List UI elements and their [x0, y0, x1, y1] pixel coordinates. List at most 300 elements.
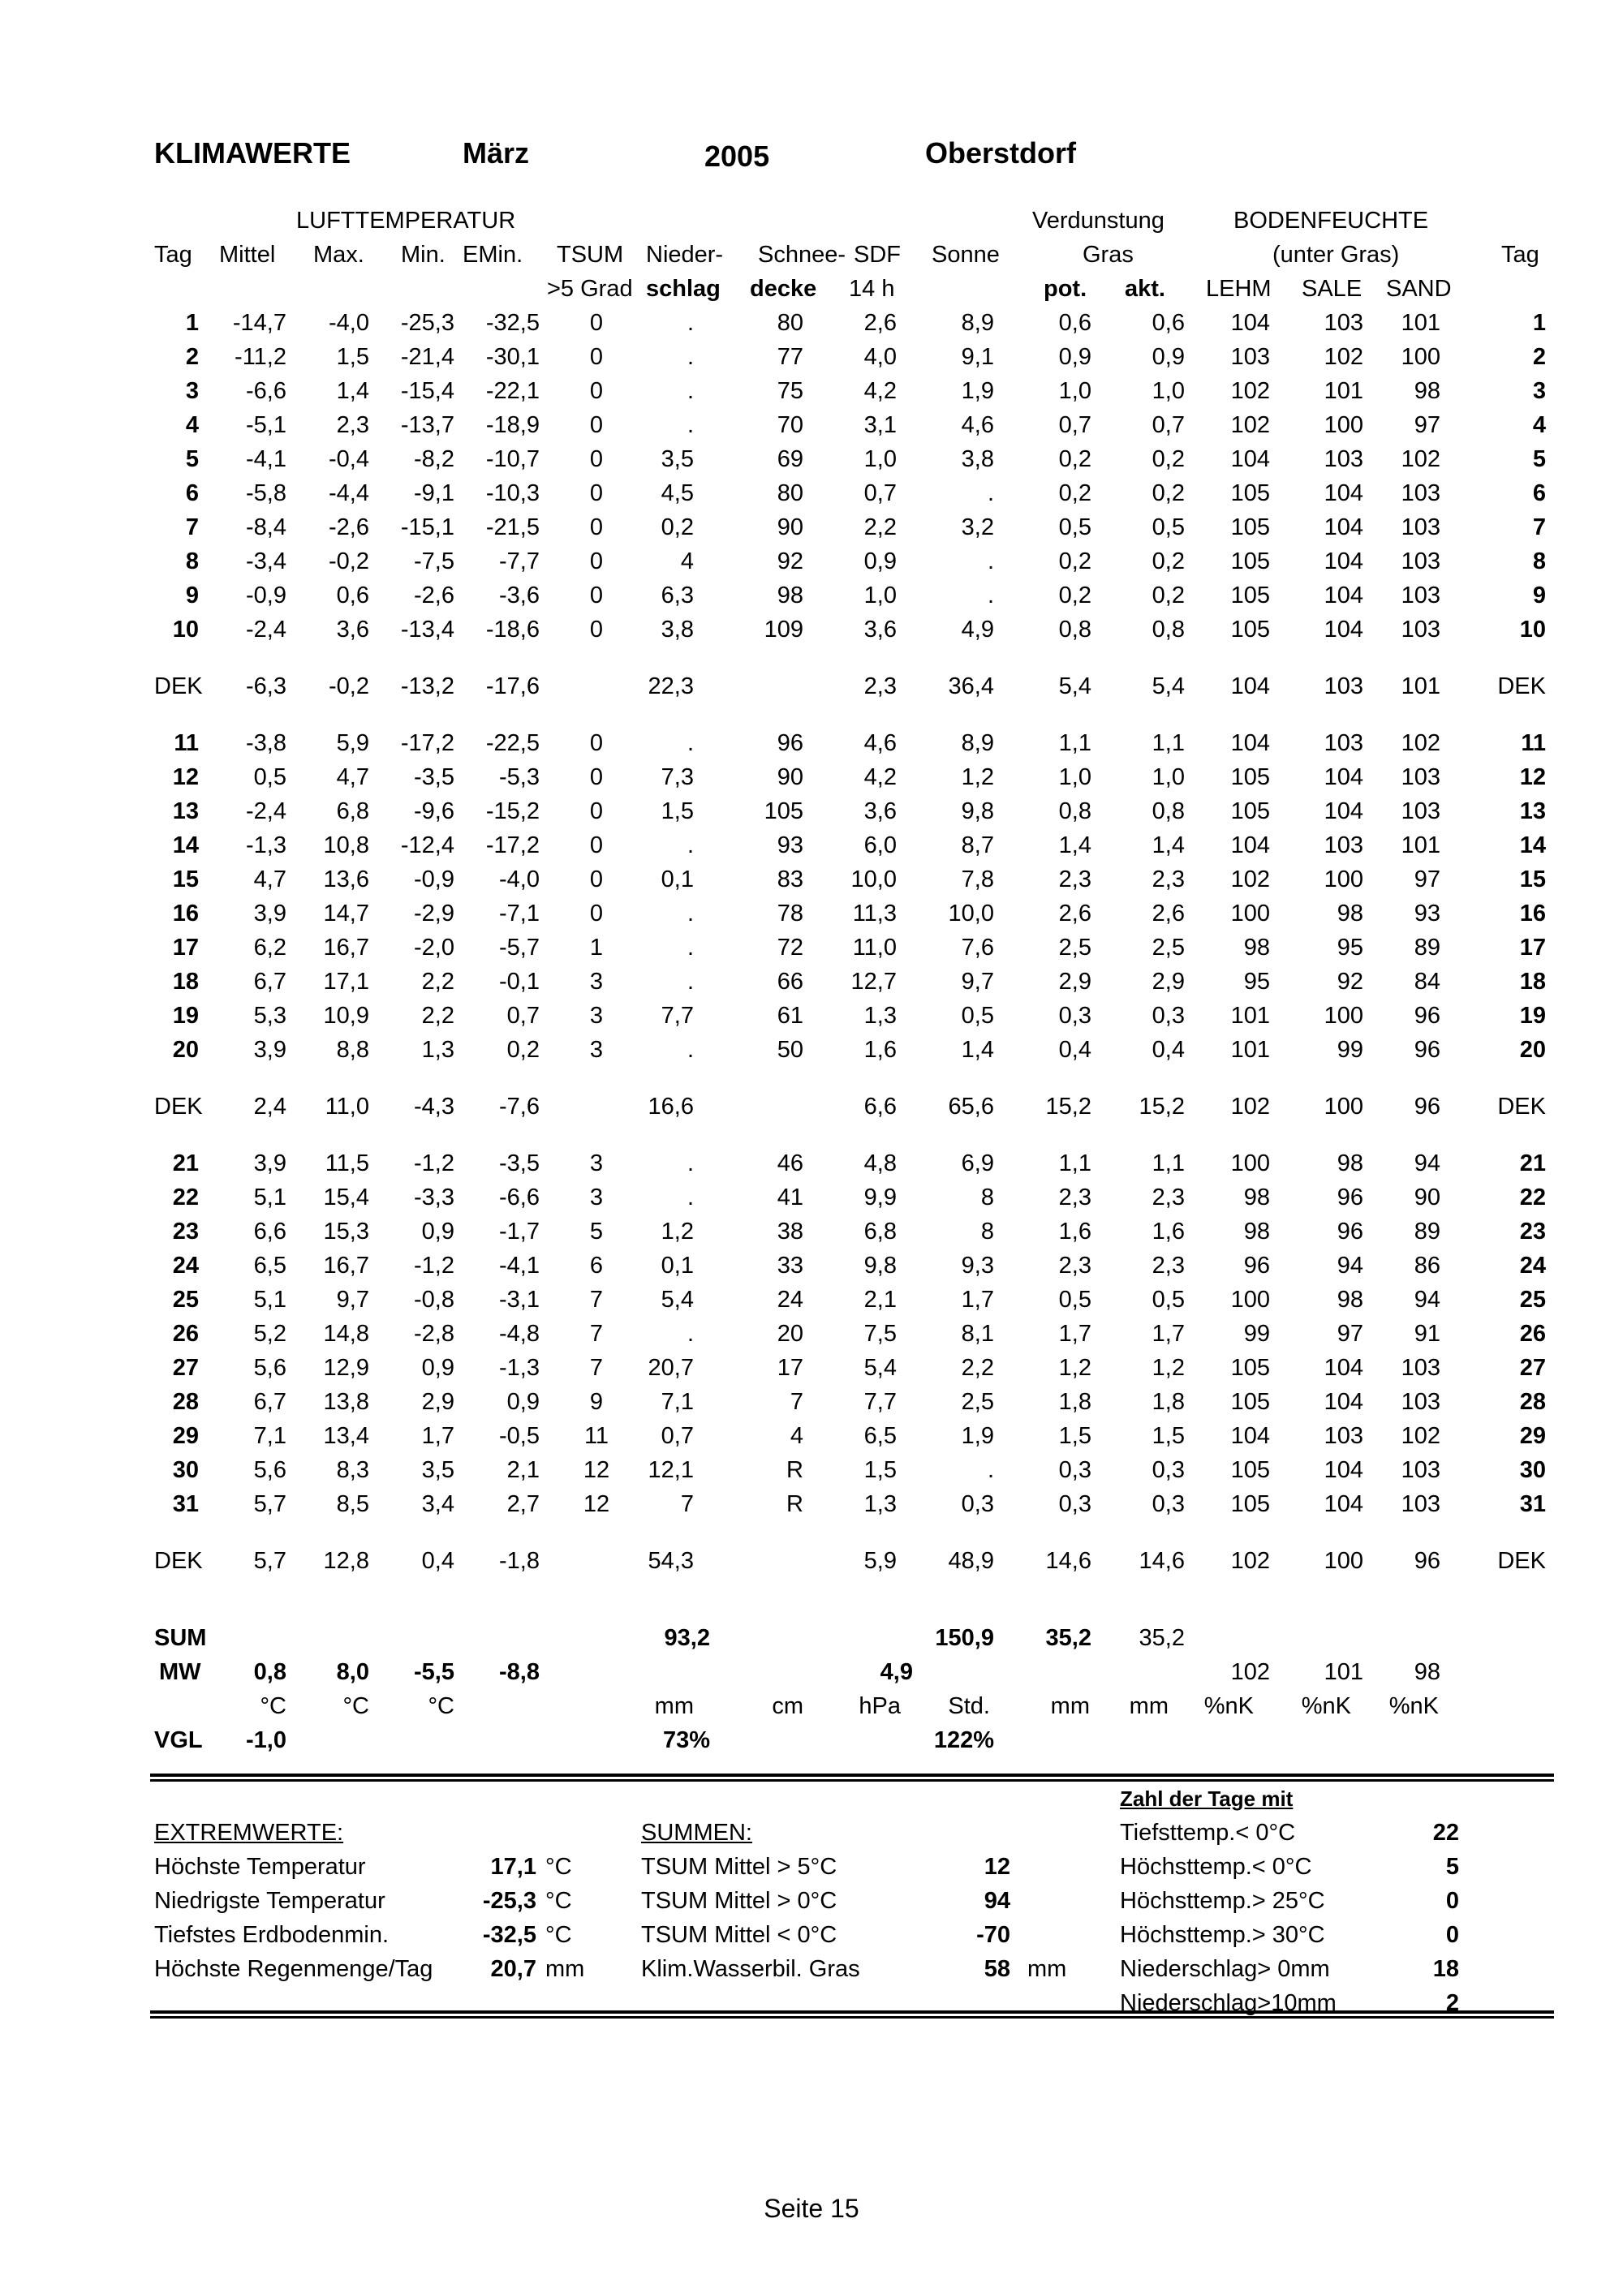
cell-tsum: 7: [589, 1321, 604, 1347]
cell-max: 8,8: [336, 1037, 369, 1063]
cell-sand: 97: [1414, 866, 1440, 892]
header-tsum: TSUM: [557, 242, 624, 268]
cell-akt: 1,8: [1152, 1389, 1185, 1415]
cell-tag: 29: [172, 1423, 199, 1449]
cell-emin: -7,1: [499, 901, 540, 927]
dekade-summary-row: [0, 669, 1623, 703]
days-value: 2: [1445, 1990, 1459, 2016]
report-year: 2005: [704, 140, 770, 173]
header-tag: Tag: [154, 242, 192, 268]
cell-sale: 97: [1337, 1321, 1363, 1347]
cell-sdf: 4,0: [863, 344, 897, 370]
cell-sale: 104: [1324, 1389, 1363, 1415]
cell-emin: -5,7: [499, 935, 540, 961]
cell-sonne: 1,4: [961, 1037, 994, 1063]
cell-tag: 4: [185, 412, 199, 438]
cell-sale: 104: [1324, 1457, 1363, 1483]
cell-nieder: 7,7: [661, 1003, 694, 1029]
cell-tag: 23: [172, 1219, 199, 1245]
cell-max: 17,1: [323, 969, 369, 995]
cell-pot: 0,3: [1058, 1457, 1091, 1483]
cell-pot: 1,4: [1058, 832, 1091, 858]
cell-tag-right: 3: [1532, 378, 1546, 404]
cell-schnee: 105: [764, 798, 803, 824]
cell-emin: -10,7: [485, 446, 540, 472]
cell-tsum: 12: [583, 1491, 610, 1517]
days-label: Niederschlag> 0mm: [1120, 1956, 1330, 1982]
cell-tag-right: 8: [1532, 548, 1546, 574]
cell-emin: -17,2: [485, 832, 540, 858]
table-row: [0, 1249, 1623, 1283]
cell-sale: 104: [1324, 480, 1363, 506]
mw-lehm: 102: [1230, 1659, 1270, 1685]
cell-emin: -10,3: [485, 480, 540, 506]
cell-max: 8,3: [336, 1457, 369, 1483]
cell-tag-right: 7: [1532, 514, 1546, 540]
cell-min: -4,3: [414, 1094, 454, 1120]
cell-tag: 2: [185, 344, 199, 370]
cell-max: 16,7: [323, 1253, 369, 1279]
table-row: [0, 896, 1623, 931]
cell-max: -0,4: [329, 446, 369, 472]
cell-emin: -7,6: [499, 1094, 540, 1120]
table-row: [0, 374, 1623, 408]
extreme-unit: °C: [545, 1888, 572, 1914]
cell-tag: 20: [172, 1037, 199, 1063]
cell-pot: 0,4: [1058, 1037, 1091, 1063]
days-value: 22: [1432, 1820, 1459, 1846]
header-schlag: schlag: [646, 276, 721, 302]
header-unter-gras: (unter Gras): [1272, 242, 1400, 268]
cell-schnee: 98: [777, 583, 803, 608]
cell-pot: 0,8: [1058, 617, 1091, 643]
days-value: 5: [1445, 1854, 1459, 1880]
cell-schnee: 66: [777, 969, 803, 995]
cell-nieder: 1,5: [661, 798, 694, 824]
header-min: Min.: [401, 242, 446, 268]
cell-akt: 0,2: [1152, 583, 1185, 608]
cell-tsum: 1: [589, 935, 604, 961]
cell-tag-right: 20: [1519, 1037, 1546, 1063]
cell-sale: 100: [1324, 412, 1363, 438]
cell-tag-right: 27: [1519, 1355, 1546, 1381]
extreme-label: Tiefstes Erdbodenmin.: [154, 1922, 390, 1948]
cell-lehm: 98: [1243, 1219, 1270, 1245]
cell-min: 1,7: [421, 1423, 454, 1449]
cell-min: 0,9: [421, 1219, 454, 1245]
cell-min: -15,4: [400, 378, 454, 404]
table-row: [0, 1385, 1623, 1419]
header-line-1: [0, 204, 1623, 238]
cell-mittel: 3,9: [253, 1150, 286, 1176]
mw-max: 8,0: [336, 1659, 369, 1685]
cell-sale: 103: [1324, 832, 1363, 858]
cell-tag-right: 23: [1519, 1219, 1546, 1245]
cell-akt: 0,2: [1152, 446, 1185, 472]
cell-schnee: 4: [790, 1423, 803, 1449]
cell-min: 3,5: [421, 1457, 454, 1483]
cell-schnee: R: [786, 1491, 803, 1517]
table-row: [0, 1146, 1623, 1180]
cell-lehm: 105: [1230, 798, 1270, 824]
days-label: Tiefsttemp.< 0°C: [1120, 1820, 1296, 1846]
table-row: [0, 1180, 1623, 1215]
cell-pot: 0,2: [1058, 480, 1091, 506]
table-row: [0, 442, 1623, 476]
table-row: [0, 794, 1623, 828]
cell-sdf: 1,3: [863, 1491, 897, 1517]
cell-mittel: -6,3: [246, 673, 286, 699]
cell-mittel: 6,5: [253, 1253, 286, 1279]
cell-tag: 6: [185, 480, 199, 506]
table-row: [0, 510, 1623, 544]
cell-tsum: 0: [589, 310, 604, 336]
cell-max: 8,5: [336, 1491, 369, 1517]
cell-sale: 98: [1337, 901, 1363, 927]
cell-tag: 12: [172, 764, 199, 790]
table-row: [0, 1317, 1623, 1351]
cell-sand: 101: [1401, 310, 1440, 336]
extreme-unit: mm: [545, 1956, 585, 1982]
header-max: Max.: [313, 242, 364, 268]
cell-sonne: 7,6: [961, 935, 994, 961]
cell-sonne: 1,2: [961, 764, 994, 790]
header-nieder: Nieder-: [646, 242, 724, 268]
cell-min: -3,3: [414, 1185, 454, 1210]
cell-nieder: .: [687, 1321, 694, 1347]
cell-nieder: .: [687, 832, 694, 858]
cell-pot: 0,7: [1058, 412, 1091, 438]
cell-lehm: 101: [1230, 1037, 1270, 1063]
cell-schnee: 46: [777, 1150, 803, 1176]
header-line-2: [0, 238, 1623, 272]
cell-akt: 1,2: [1152, 1355, 1185, 1381]
cell-mittel: 6,7: [253, 969, 286, 995]
cell-max: 14,8: [323, 1321, 369, 1347]
cell-tag-right: 28: [1519, 1389, 1546, 1415]
cell-sonne: 1,9: [961, 1423, 994, 1449]
unit-sand: %nK: [1388, 1693, 1439, 1719]
cell-max: 13,4: [323, 1423, 369, 1449]
cell-max: 1,5: [336, 344, 369, 370]
header-lehm: LEHM: [1206, 276, 1272, 302]
cell-tag: 16: [172, 901, 199, 927]
cell-nieder: .: [687, 1037, 694, 1063]
cell-max: 9,7: [336, 1287, 369, 1313]
mw-min: -5,5: [414, 1659, 454, 1685]
report-title: KLIMAWERTE: [154, 136, 351, 170]
cell-schnee: 77: [777, 344, 803, 370]
table-row: [0, 965, 1623, 999]
cell-nieder: .: [687, 412, 694, 438]
cell-tag: 18: [172, 969, 199, 995]
cell-nieder: 4,5: [661, 480, 694, 506]
cell-max: 4,7: [336, 764, 369, 790]
cell-min: 3,4: [421, 1491, 454, 1517]
section-divider-top: [150, 1774, 1554, 1782]
cell-emin: -15,2: [485, 798, 540, 824]
cell-tag: 13: [172, 798, 199, 824]
cell-emin: -18,6: [485, 617, 540, 643]
summary-sum-row: [0, 1621, 1623, 1655]
cell-lehm: 100: [1230, 901, 1270, 927]
cell-sonne: 10,0: [948, 901, 994, 927]
mw-label: MW: [159, 1659, 201, 1685]
cell-emin: -4,1: [499, 1253, 540, 1279]
cell-sale: 104: [1324, 548, 1363, 574]
unit-pot: mm: [1050, 1693, 1090, 1719]
cell-tsum: 3: [589, 969, 604, 995]
cell-max: 13,6: [323, 866, 369, 892]
cell-tag: 17: [172, 935, 199, 961]
cell-max: 12,9: [323, 1355, 369, 1381]
cell-sdf: 6,8: [863, 1219, 897, 1245]
unit-lehm: %nK: [1203, 1693, 1254, 1719]
header-schnee: Schnee-: [758, 242, 846, 268]
cell-nieder: .: [687, 344, 694, 370]
cell-pot: 0,9: [1058, 344, 1091, 370]
cell-akt: 14,6: [1139, 1548, 1185, 1574]
cell-tag-right: 4: [1532, 412, 1546, 438]
mw-sand: 98: [1414, 1659, 1440, 1685]
cell-sale: 100: [1324, 1003, 1363, 1029]
cell-nieder: .: [687, 969, 694, 995]
cell-mittel: 5,1: [253, 1287, 286, 1313]
days-label: Höchsttemp.> 25°C: [1120, 1888, 1325, 1914]
cell-emin: -32,5: [485, 310, 540, 336]
cell-lehm: 102: [1230, 1094, 1270, 1120]
cell-lehm: 100: [1230, 1287, 1270, 1313]
cell-tag: 21: [172, 1150, 199, 1176]
cell-tag: 9: [185, 583, 199, 608]
cell-schnee: 24: [777, 1287, 803, 1313]
cell-min: -3,5: [414, 764, 454, 790]
cell-mittel: -11,2: [235, 344, 286, 370]
cell-sonne: 8,1: [961, 1321, 994, 1347]
cell-akt: 1,0: [1152, 378, 1185, 404]
cell-tsum: 0: [589, 548, 604, 574]
cell-emin: -3,5: [499, 1150, 540, 1176]
sum-sonne: 150,9: [935, 1625, 994, 1651]
cell-sonne: 4,9: [961, 617, 994, 643]
cell-akt: 1,6: [1152, 1219, 1185, 1245]
cell-sonne: 8: [980, 1185, 994, 1210]
vgl-label: VGL: [154, 1727, 203, 1753]
cell-sonne: 6,9: [961, 1150, 994, 1176]
cell-akt: 0,5: [1152, 514, 1185, 540]
cell-sand: 103: [1401, 514, 1440, 540]
cell-emin: -1,8: [499, 1548, 540, 1574]
cell-min: 1,3: [421, 1037, 454, 1063]
cell-sand: 86: [1414, 1253, 1440, 1279]
cell-nieder: 5,4: [661, 1287, 694, 1313]
cell-nieder: 6,3: [661, 583, 694, 608]
cell-nieder: 0,7: [661, 1423, 694, 1449]
cell-schnee: 61: [777, 1003, 803, 1029]
cell-schnee: 33: [777, 1253, 803, 1279]
cell-nieder: 7: [680, 1491, 694, 1517]
cell-emin: -22,1: [485, 378, 540, 404]
cell-tag-right: 31: [1519, 1491, 1546, 1517]
cell-max: 15,3: [323, 1219, 369, 1245]
cell-max: 1,4: [336, 378, 369, 404]
cell-tsum: 12: [583, 1457, 610, 1483]
cell-mittel: -1,3: [246, 832, 286, 858]
cell-sand: 103: [1401, 798, 1440, 824]
cell-akt: 0,8: [1152, 798, 1185, 824]
cell-schnee: 80: [777, 310, 803, 336]
cell-sand: 96: [1414, 1037, 1440, 1063]
mw-sale: 101: [1324, 1659, 1363, 1685]
cell-tsum: 0: [589, 901, 604, 927]
cell-nieder: 0,1: [661, 866, 694, 892]
extreme-value: -25,3: [482, 1888, 536, 1914]
cell-tsum: 0: [589, 446, 604, 472]
table-row: [0, 1419, 1623, 1453]
cell-sdf: 12,7: [850, 969, 897, 995]
cell-sale: 100: [1324, 1548, 1363, 1574]
cell-mittel: 5,3: [253, 1003, 286, 1029]
cell-schnee: 7: [790, 1389, 803, 1415]
cell-sonne: 3,2: [961, 514, 994, 540]
header-emin: EMin.: [463, 242, 523, 268]
cell-schnee: 75: [777, 378, 803, 404]
cell-sdf: 1,6: [863, 1037, 897, 1063]
cell-min: 2,2: [421, 969, 454, 995]
extreme-value: 20,7: [490, 1956, 536, 1982]
cell-akt: 0,5: [1152, 1287, 1185, 1313]
cell-max: 16,7: [323, 935, 369, 961]
cell-tsum: 0: [589, 798, 604, 824]
sum-value: 94: [984, 1888, 1010, 1914]
days-label: Höchsttemp.> 30°C: [1120, 1922, 1325, 1948]
unit-max: °C: [342, 1693, 369, 1719]
cell-pot: 0,3: [1058, 1003, 1091, 1029]
cell-akt: 2,6: [1152, 901, 1185, 927]
cell-tag: 1: [185, 310, 199, 336]
days-label: Höchsttemp.< 0°C: [1120, 1854, 1312, 1880]
cell-mittel: -3,8: [246, 730, 286, 756]
extreme-unit: °C: [545, 1922, 572, 1948]
cell-lehm: 105: [1230, 1389, 1270, 1415]
cell-tsum: 6: [589, 1253, 604, 1279]
cell-min: -9,1: [414, 480, 454, 506]
header-sand: SAND: [1386, 276, 1452, 302]
cell-sdf: 1,3: [863, 1003, 897, 1029]
cell-sonne: 0,3: [961, 1491, 994, 1517]
sum-value: -70: [976, 1922, 1010, 1948]
cell-schnee: 70: [777, 412, 803, 438]
header-akt: akt.: [1125, 276, 1165, 302]
mw-emin: -8,8: [499, 1659, 540, 1685]
cell-tag-right: 29: [1519, 1423, 1546, 1449]
table-row: [0, 931, 1623, 965]
cell-sonne: 3,8: [961, 446, 994, 472]
cell-max: 0,6: [336, 583, 369, 608]
cell-sdf: 4,2: [863, 764, 897, 790]
dekade-summary-row: [0, 1544, 1623, 1578]
cell-sand: 103: [1401, 1389, 1440, 1415]
cell-lehm: 104: [1230, 1423, 1270, 1449]
cell-pot: 1,7: [1058, 1321, 1091, 1347]
cell-sale: 102: [1324, 344, 1363, 370]
cell-sale: 103: [1324, 730, 1363, 756]
cell-min: -1,2: [414, 1253, 454, 1279]
table-row: [0, 726, 1623, 760]
cell-tsum: 0: [589, 344, 604, 370]
sum-label: TSUM Mittel > 0°C: [641, 1888, 837, 1914]
cell-mittel: 7,1: [253, 1423, 286, 1449]
cell-akt: 2,3: [1152, 866, 1185, 892]
cell-akt: 1,4: [1152, 832, 1185, 858]
cell-mittel: 6,7: [253, 1389, 286, 1415]
cell-min: 0,4: [421, 1548, 454, 1574]
cell-sdf: 1,0: [863, 583, 897, 608]
cell-akt: 0,2: [1152, 480, 1185, 506]
cell-sonne: 9,1: [961, 344, 994, 370]
cell-pot: 2,3: [1058, 1253, 1091, 1279]
cell-sdf: 7,5: [863, 1321, 897, 1347]
cell-tsum: 0: [589, 764, 604, 790]
table-row: [0, 613, 1623, 647]
cell-sale: 104: [1324, 764, 1363, 790]
cell-max: 14,7: [323, 901, 369, 927]
cell-tag-right: DEK: [1497, 1548, 1546, 1574]
cell-min: -1,2: [414, 1150, 454, 1176]
unit-mittel: °C: [260, 1693, 286, 1719]
table-row: [0, 1283, 1623, 1317]
cell-sale: 100: [1324, 1094, 1363, 1120]
cell-schnee: 96: [777, 730, 803, 756]
extreme-label: Höchste Temperatur: [154, 1854, 366, 1880]
cell-tsum: 3: [589, 1185, 604, 1210]
cell-sdf: 11,0: [852, 935, 897, 961]
header-verdunstung: Verdunstung: [1032, 208, 1165, 234]
cell-tag: 30: [172, 1457, 199, 1483]
cell-lehm: 105: [1230, 617, 1270, 643]
cell-tag-right: 17: [1519, 935, 1546, 961]
cell-mittel: 0,5: [253, 764, 286, 790]
cell-emin: -1,3: [499, 1355, 540, 1381]
cell-sale: 104: [1324, 798, 1363, 824]
cell-tsum: 0: [589, 378, 604, 404]
cell-tag-right: 6: [1532, 480, 1546, 506]
cell-max: 11,0: [325, 1094, 369, 1120]
cell-tag-right: 2: [1532, 344, 1546, 370]
cell-schnee: R: [786, 1457, 803, 1483]
extremes-heading: EXTREMWERTE:: [154, 1820, 344, 1846]
header-14h: 14 h: [849, 276, 895, 302]
cell-nieder: .: [687, 378, 694, 404]
cell-sdf: 6,6: [863, 1094, 897, 1120]
cell-max: -0,2: [329, 673, 369, 699]
table-row: [0, 760, 1623, 794]
cell-tag-right: 25: [1519, 1287, 1546, 1313]
cell-mittel: 4,7: [253, 866, 286, 892]
table-row: [0, 1033, 1623, 1067]
cell-pot: 2,9: [1058, 969, 1091, 995]
cell-tsum: 0: [589, 617, 604, 643]
cell-lehm: 98: [1243, 935, 1270, 961]
cell-akt: 1,0: [1152, 764, 1185, 790]
cell-tsum: 3: [589, 1037, 604, 1063]
cell-sdf: 2,1: [863, 1287, 897, 1313]
table-row: [0, 1453, 1623, 1487]
cell-sonne: 2,2: [961, 1355, 994, 1381]
cell-sonne: 9,3: [961, 1253, 994, 1279]
cell-tag: 28: [172, 1389, 199, 1415]
cell-sdf: 2,3: [863, 673, 897, 699]
